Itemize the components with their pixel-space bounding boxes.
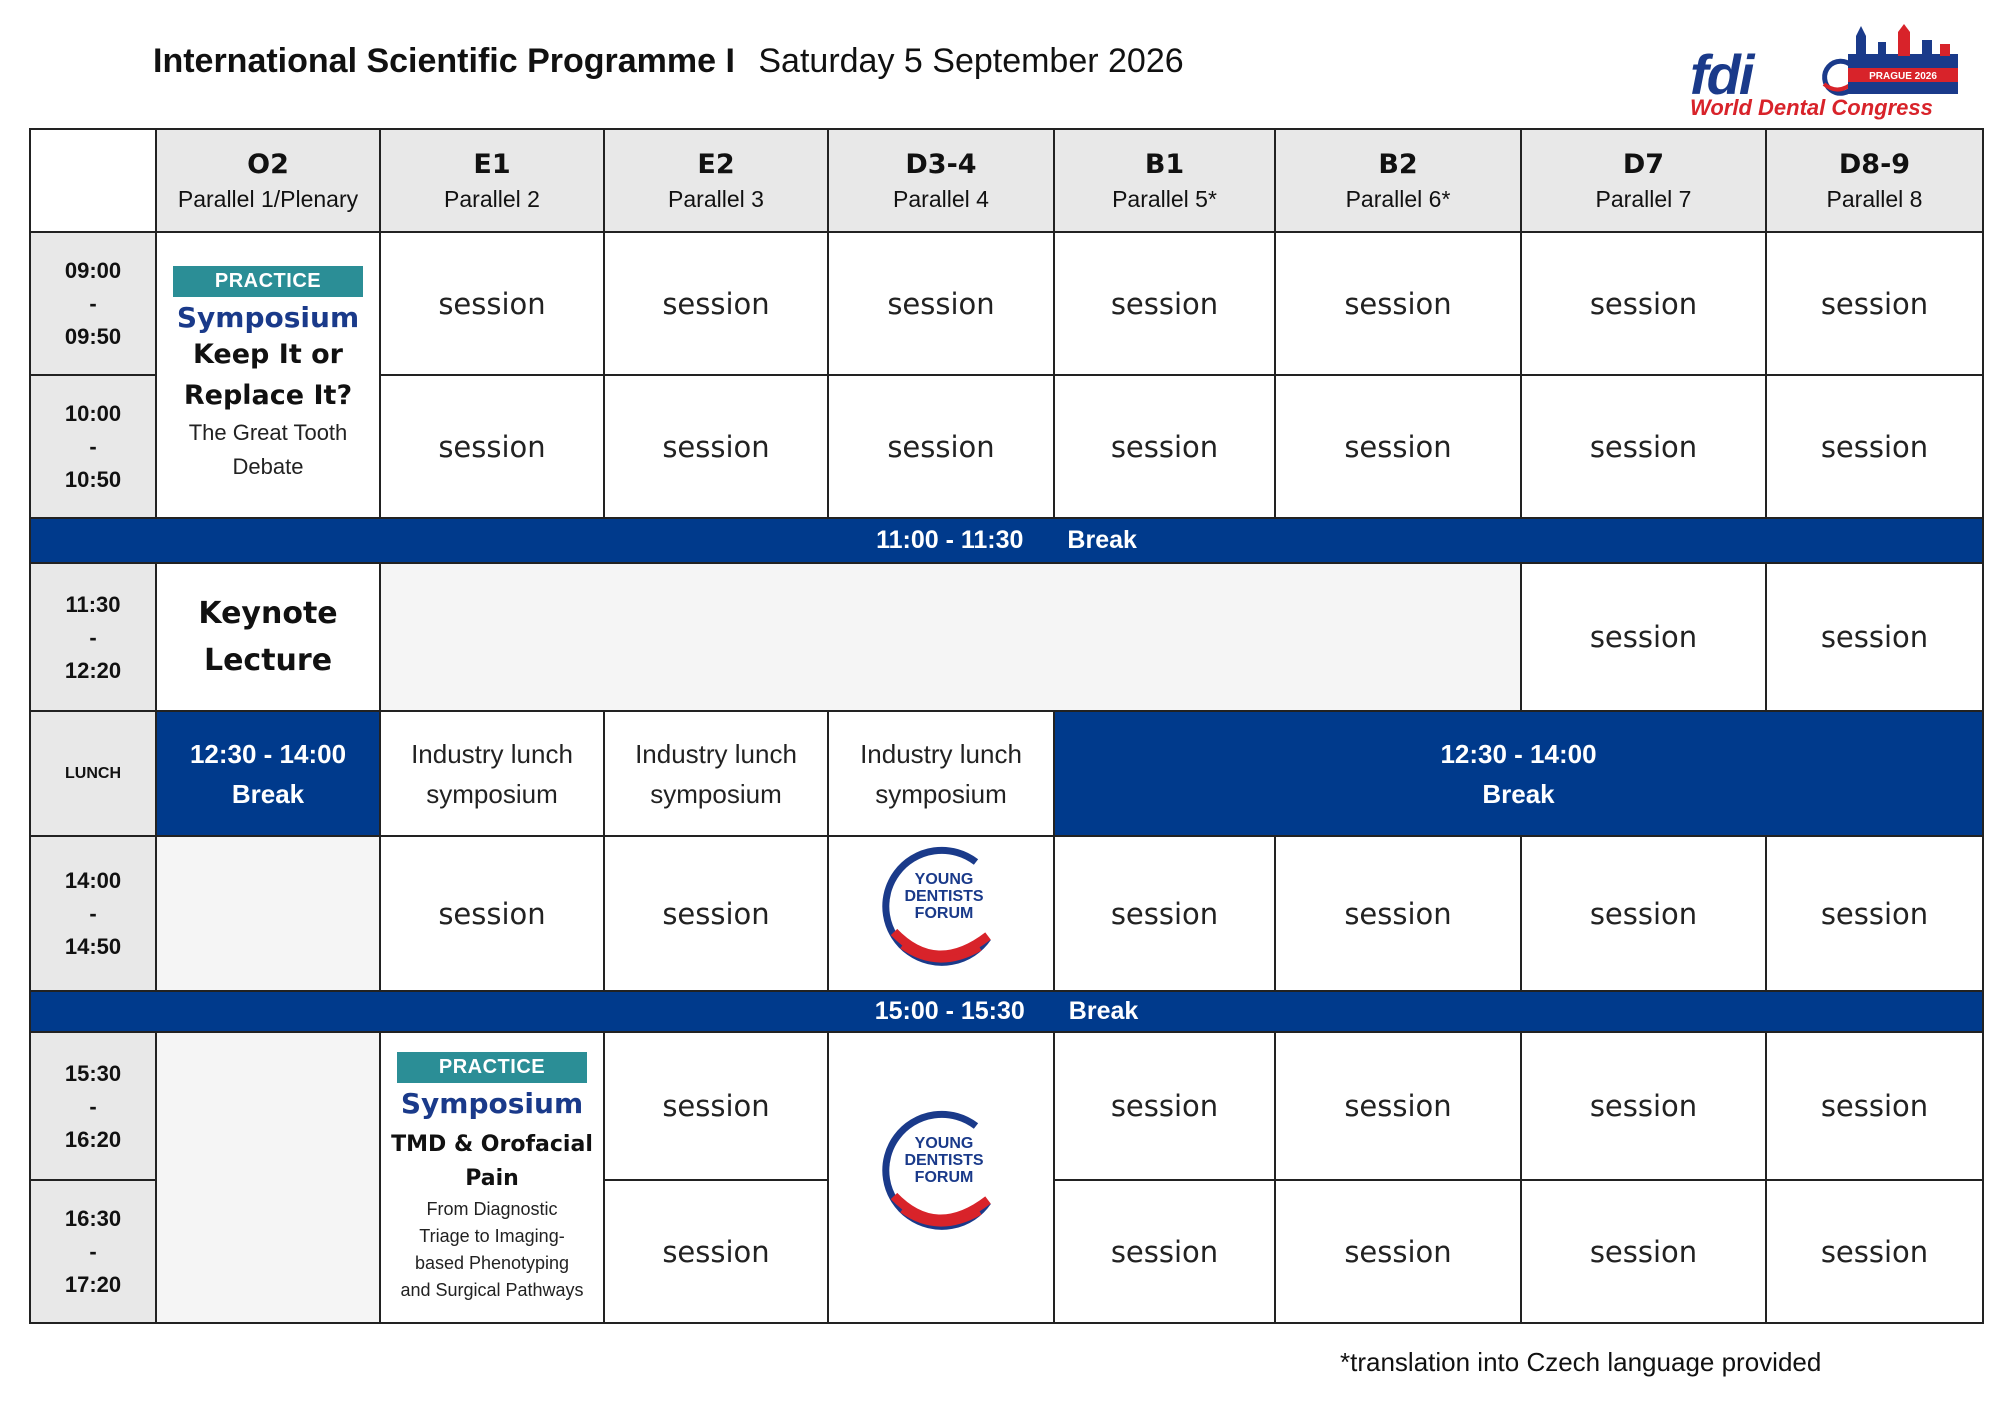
prague-edition-text: PRAGUE 2026	[1869, 71, 1937, 82]
col-header-o2: O2 Parallel 1/Plenary	[156, 129, 380, 232]
svg-text:YOUNG: YOUNG	[914, 1135, 974, 1152]
session-cell: session	[1275, 1180, 1521, 1323]
keynote-empty-span	[380, 563, 1521, 711]
session-cell: session	[1054, 1032, 1275, 1180]
congress-name: World Dental Congress	[1690, 95, 1933, 120]
session-cell: session	[1275, 375, 1521, 518]
empty-cell	[156, 836, 380, 991]
empty-cell	[156, 1032, 380, 1323]
break-label: Break	[1067, 526, 1137, 554]
time-slot-0900: 09:00 - 09:50	[30, 232, 156, 375]
page-title	[153, 42, 1184, 81]
session-cell: session	[1054, 836, 1275, 991]
session-cell: session	[604, 1032, 828, 1180]
session-cell: session	[1275, 232, 1521, 375]
session-cell: session	[1521, 1032, 1766, 1180]
programme-grid	[29, 128, 1984, 1324]
fdi-wordmark: fdi	[1690, 43, 1753, 106]
lunch-row	[30, 711, 1983, 836]
young-dentists-forum	[828, 836, 1054, 991]
session-cell: session	[1054, 232, 1275, 375]
session-cell: session	[1521, 232, 1766, 375]
time-slot-1000: 10:00 - 10:50	[30, 375, 156, 518]
symposium-label: Symposium	[400, 1086, 584, 1120]
prague-skyline-icon	[1848, 24, 1958, 94]
session-cell: session	[1766, 375, 1983, 518]
session-cell: session	[1766, 563, 1983, 711]
session-cell: session	[1521, 563, 1766, 711]
time-slot-1400: 14:00 - 14:50	[30, 836, 156, 991]
session-cell: session	[380, 232, 604, 375]
svg-text:DENTISTS: DENTISTS	[904, 1152, 984, 1169]
table-row	[30, 836, 1983, 991]
session-cell: session	[380, 375, 604, 518]
session-cell: session	[380, 836, 604, 991]
young-dentists-forum-logo	[876, 846, 1006, 976]
table-row	[30, 563, 1983, 711]
corner-cell	[30, 129, 156, 232]
programme-title: International Scientific Programme I	[153, 42, 735, 80]
session-cell: session	[1766, 232, 1983, 375]
session-cell: session	[1521, 1180, 1766, 1323]
lunch-label: LUNCH	[30, 711, 156, 836]
practice-badge: PRACTICE	[397, 1052, 587, 1083]
session-cell: session	[1766, 836, 1983, 991]
session-cell: session	[1766, 1032, 1983, 1180]
col-header-e1: E1 Parallel 2	[380, 129, 604, 232]
session-cell: session	[604, 375, 828, 518]
session-cell: session	[604, 232, 828, 375]
col-header-b1: B1 Parallel 5*	[1054, 129, 1275, 232]
practice-badge: PRACTICE	[173, 266, 363, 297]
time-slot-1130: 11:30 - 12:20	[30, 563, 156, 711]
session-cell: session	[1275, 836, 1521, 991]
col-header-d7: D7 Parallel 7	[1521, 129, 1766, 232]
translation-footnote: *translation into Czech language provided	[1340, 1347, 1822, 1377]
col-header-d8-9: D8-9 Parallel 8	[1766, 129, 1983, 232]
symposium-keep-or-replace: PRACTICE Symposium Keep It or Replace It? The Great Tooth Debate	[156, 232, 380, 518]
symposium-label: Symposium	[176, 301, 360, 334]
lunch-break-cell: 12:30 - 14:00 Break	[156, 711, 380, 836]
session-cell: session	[828, 232, 1054, 375]
break-label: Break	[1068, 997, 1139, 1025]
session-cell: session	[1275, 1032, 1521, 1180]
industry-lunch-symposium: Industry lunch symposium	[828, 711, 1054, 836]
industry-lunch-symposium: Industry lunch symposium	[604, 711, 828, 836]
svg-text:YOUNG: YOUNG	[914, 871, 974, 888]
col-header-d3-4: D3-4 Parallel 4	[828, 129, 1054, 232]
symposium-tmd-orofacial-pain: PRACTICE Symposium TMD & Orofacial Pain From Diagnostic Triage to Imaging- based Phenotyping and Surgical Pathways	[380, 1032, 604, 1323]
table-row	[30, 1032, 1983, 1180]
svg-text:DENTISTS: DENTISTS	[904, 888, 984, 905]
session-cell: session	[828, 375, 1054, 518]
table-row	[30, 232, 1983, 375]
col-header-b2: B2 Parallel 6*	[1275, 129, 1521, 232]
time-slot-1630: 16:30 - 17:20	[30, 1180, 156, 1323]
session-cell: session	[1054, 375, 1275, 518]
young-dentists-forum	[828, 1032, 1054, 1323]
young-dentists-forum-logo	[876, 1110, 1006, 1240]
programme-date: Saturday 5 September 2026	[758, 42, 1184, 80]
header-row	[30, 129, 1983, 232]
industry-lunch-symposium: Industry lunch symposium	[380, 711, 604, 836]
break-row-1500	[30, 991, 1983, 1032]
svg-text:FORUM: FORUM	[914, 1169, 974, 1186]
lunch-break-span: 12:30 - 14:00 Break	[1054, 711, 1983, 836]
break-time: 11:00 - 11:30	[876, 526, 1024, 554]
session-cell: session	[1521, 375, 1766, 518]
break-time: 15:00 - 15:30	[874, 997, 1025, 1025]
time-slot-1530: 15:30 - 16:20	[30, 1032, 156, 1180]
session-cell: session	[604, 1180, 828, 1323]
fdi-logo	[1690, 20, 1960, 125]
session-cell: session	[604, 836, 828, 991]
col-header-e2: E2 Parallel 3	[604, 129, 828, 232]
break-row-1100	[30, 518, 1983, 563]
svg-text:FORUM: FORUM	[914, 905, 974, 922]
keynote-lecture: Keynote Lecture	[156, 563, 380, 711]
session-cell: session	[1766, 1180, 1983, 1323]
session-cell: session	[1054, 1180, 1275, 1323]
session-cell: session	[1521, 836, 1766, 991]
